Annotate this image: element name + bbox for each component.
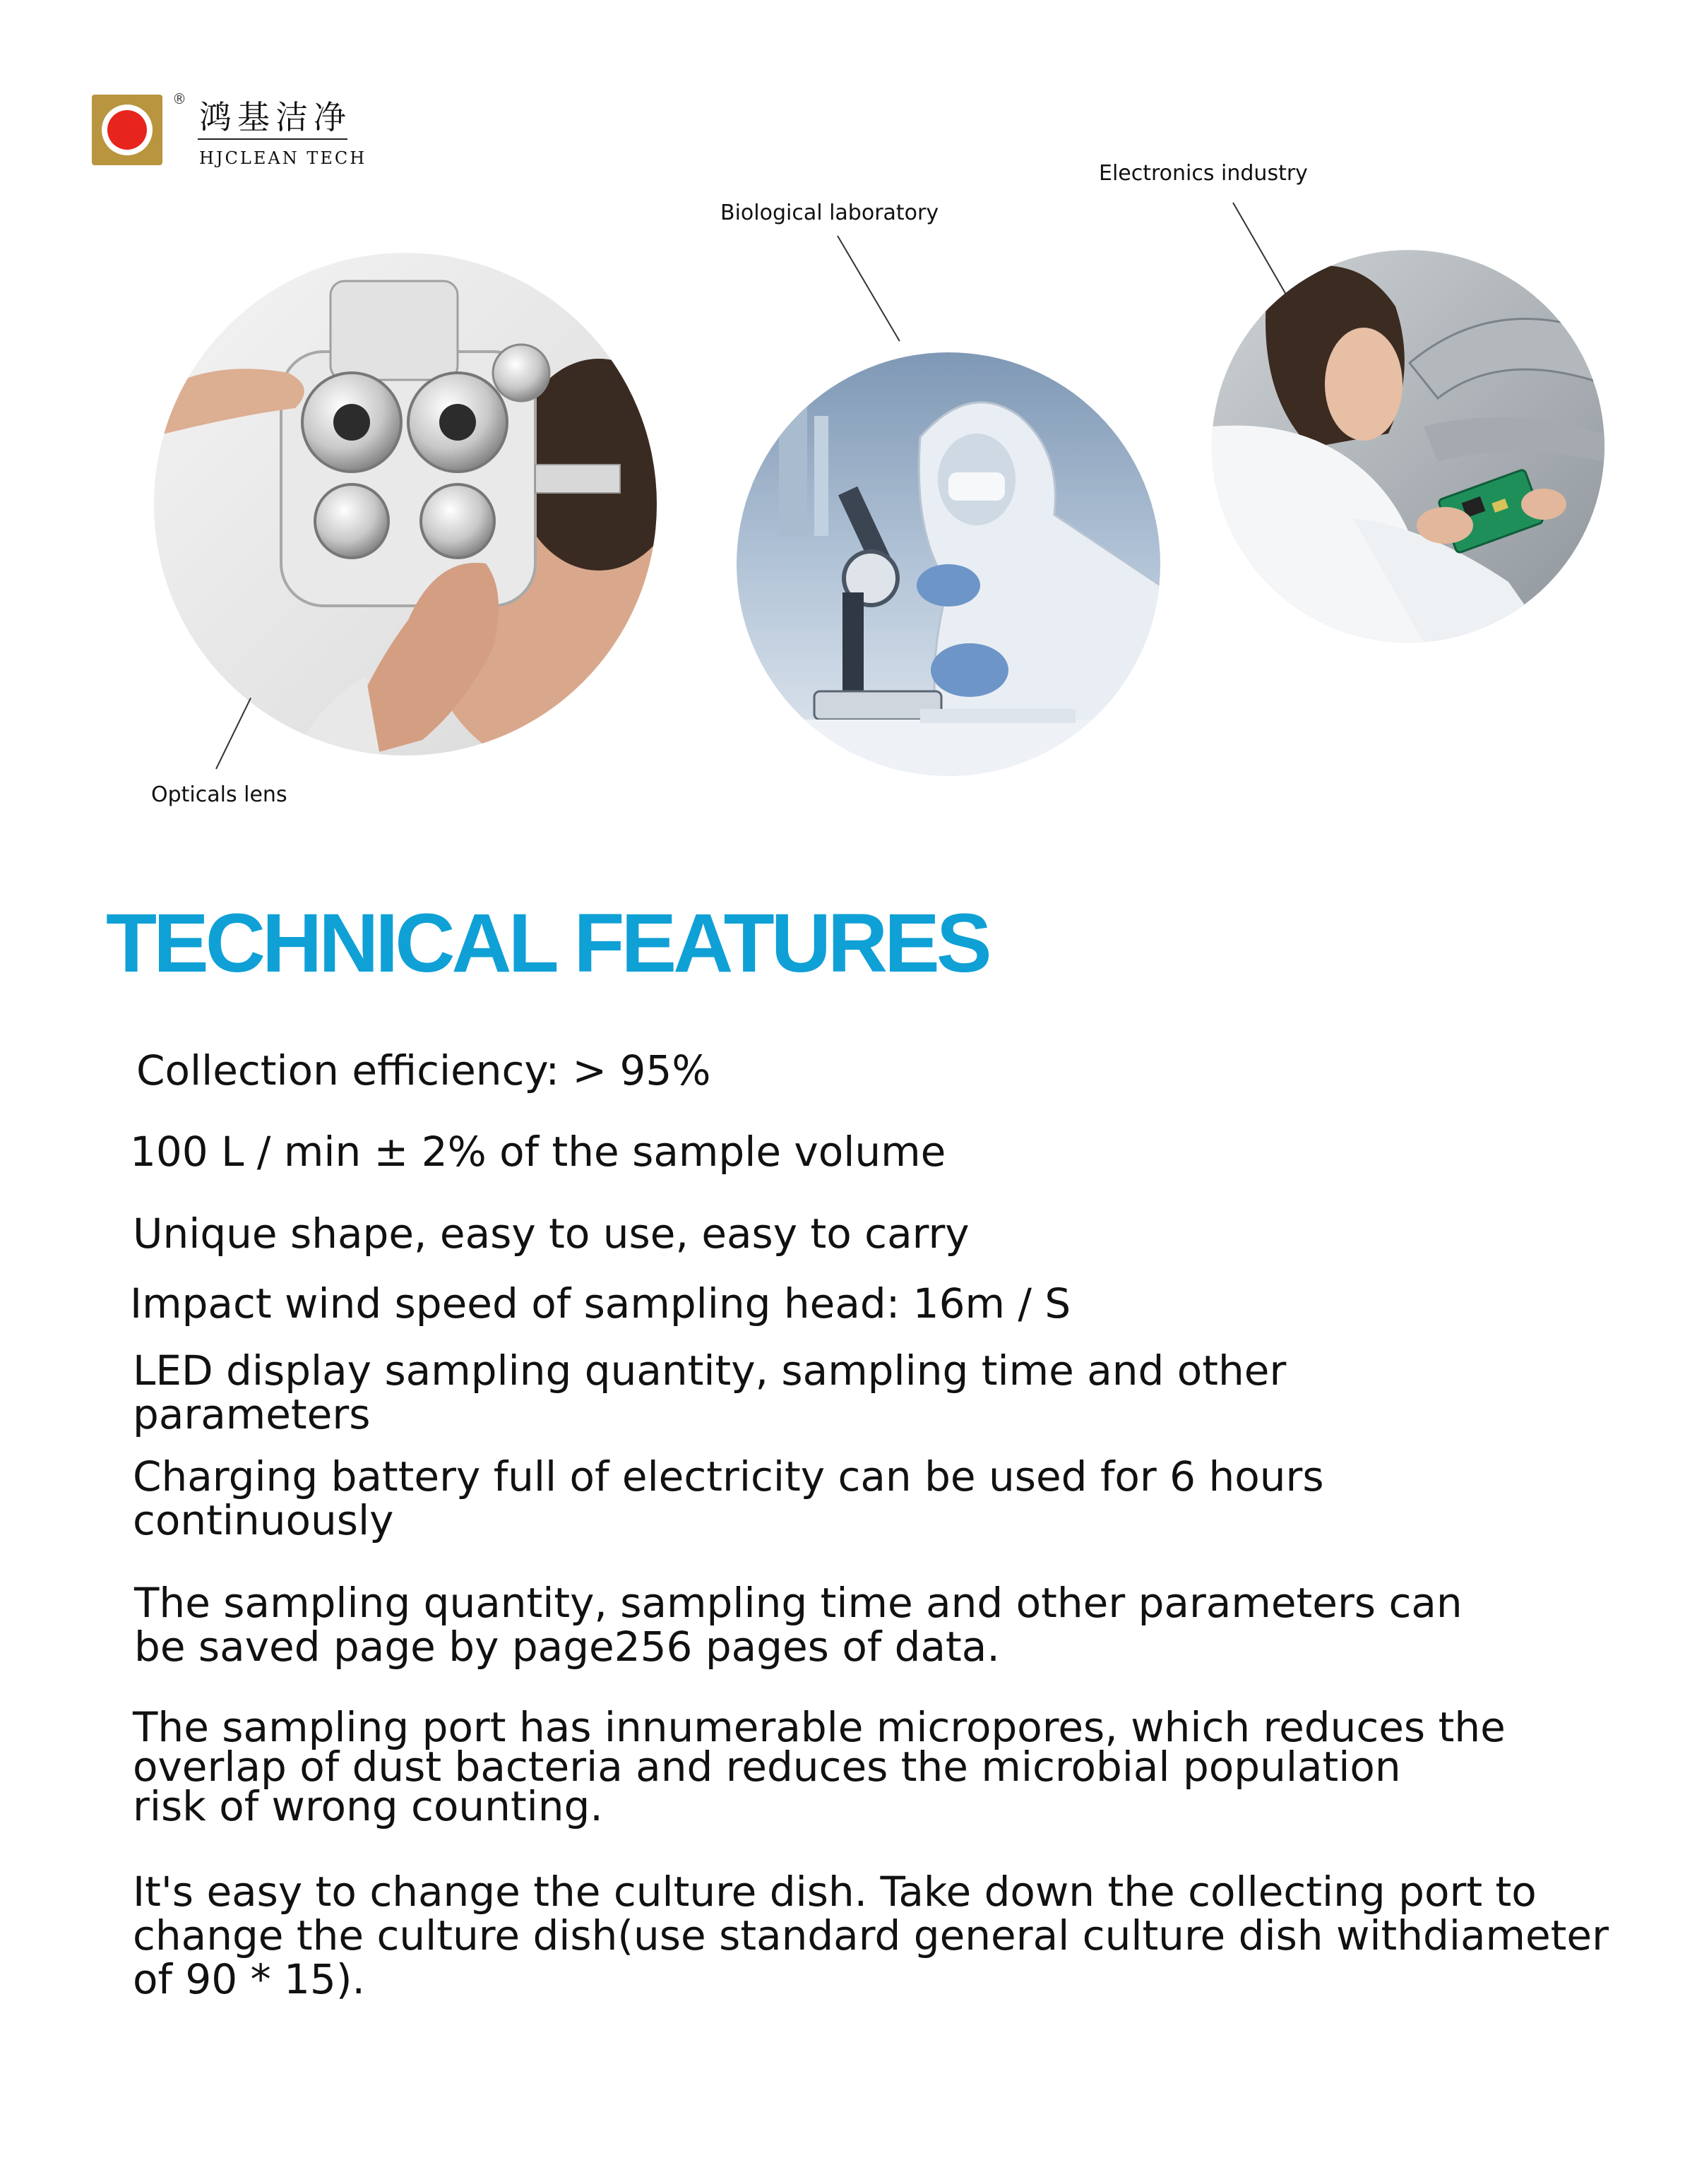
optometry-phoropter-photo	[154, 253, 657, 756]
caption-opticals-lens: Opticals lens	[151, 782, 287, 807]
feature-culture-dish: It's easy to change the culture dish. Take down the collecting port to change the culture dish(use standard general culture dish withdiameter of 90 * 15).	[133, 1868, 1609, 2003]
feature-data-storage: The sampling quantity, sampling time and other parameters can be saved page by page256 pages of data.	[134, 1579, 1463, 1671]
page-title: TECHNICAL FEATURES	[106, 897, 989, 990]
feature-battery: Charging battery full of electricity can be used for 6 hours continuously	[133, 1452, 1324, 1544]
lab-microscope-photo	[737, 352, 1160, 776]
feature-collection-efficiency: Collection efficiency: > 95%	[136, 1046, 711, 1094]
caption-biological-laboratory: Biological laboratory	[720, 201, 939, 225]
registered-mark: ®	[172, 90, 186, 107]
feature-shape: Unique shape, easy to use, easy to carry	[133, 1210, 970, 1258]
feature-sample-volume: 100 L / min ± 2% of the sample volume	[130, 1128, 946, 1176]
feature-micropores: The sampling port has innumerable micropores, which reduces the overlap of dust bacteria and reduces the microbial population risk of wrong counting.	[133, 1703, 1506, 1830]
logo-divider	[198, 138, 347, 140]
leader-line-bio	[837, 235, 900, 341]
logo-mark-icon	[92, 95, 162, 165]
circuit-board-photo	[1212, 250, 1604, 643]
feature-wind-speed: Impact wind speed of sampling head: 16m / S	[130, 1279, 1071, 1327]
brand-name-en: HJCLEAN TECH	[199, 148, 367, 168]
leader-line-optical	[215, 698, 251, 770]
brand-name-cn: 鸿基洁净	[199, 98, 352, 136]
feature-led-display: LED display sampling quantity, sampling time and other parameters	[133, 1347, 1287, 1438]
caption-electronics-industry: Electronics industry	[1099, 161, 1308, 186]
leader-line-electronics	[1232, 203, 1288, 297]
